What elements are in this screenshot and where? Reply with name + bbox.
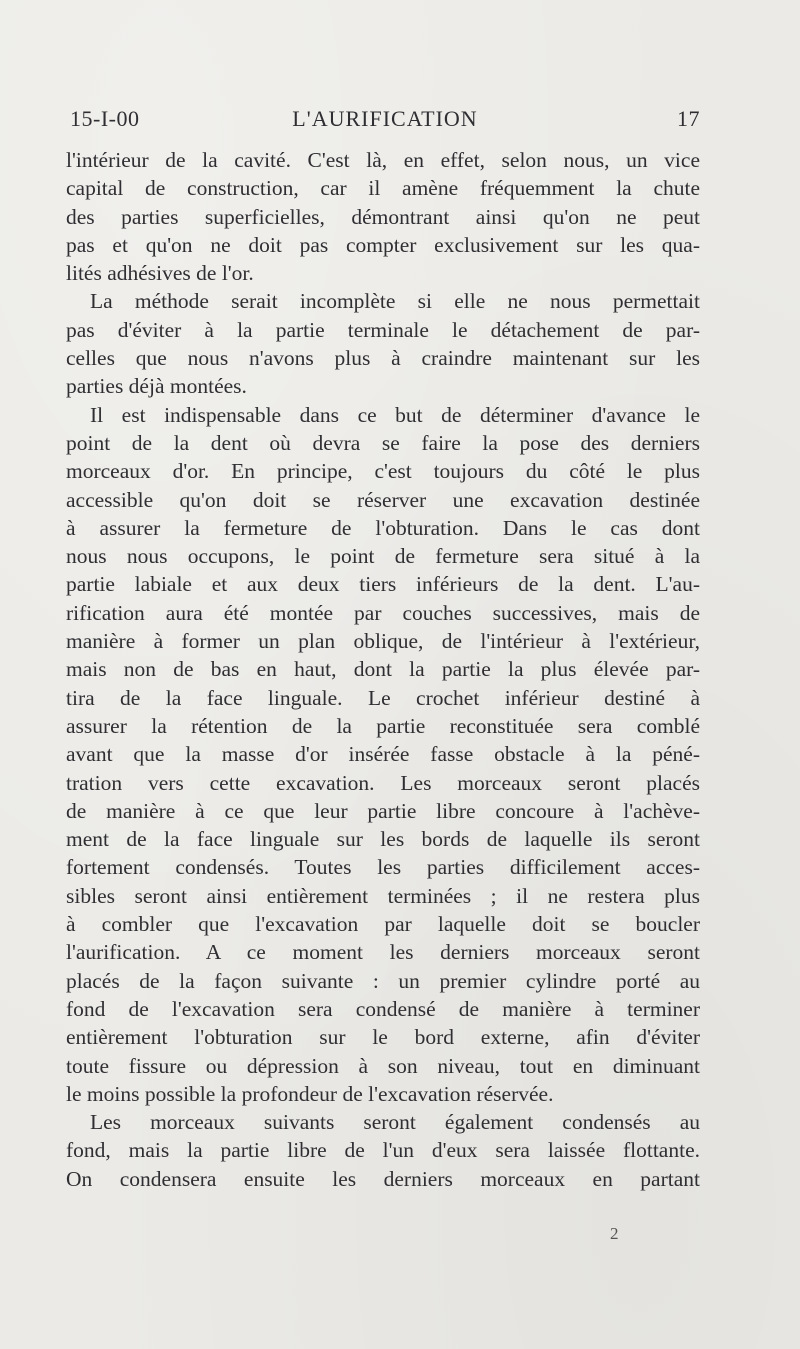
header-date: 15-I-00: [70, 106, 140, 131]
text-line: l'aurification. A ce moment les derniers morceaux seront: [66, 940, 700, 965]
text-line: manière à former un plan oblique, de l'intérieur à l'extérieur,: [66, 629, 700, 654]
text-line: des parties superficielles, démontrant ainsi qu'on ne peut: [66, 204, 700, 229]
text-line: de manière à ce que leur partie libre concoure à l'achève-: [66, 798, 700, 823]
text-line: fortement condensés. Toutes les parties difficilement acces-: [66, 855, 700, 880]
signature-mark: 2: [610, 1224, 619, 1243]
text-line: à combler que l'excavation par laquelle doit se boucler: [66, 912, 700, 937]
body-text: [66, 146, 700, 1193]
text-line: le moins possible la profondeur de l'excavation réservée.: [66, 1081, 554, 1106]
text-line: tira de la face linguale. Le crochet inférieur destiné à: [66, 685, 700, 710]
text-line: tration vers cette excavation. Les morceaux seront placés: [66, 770, 700, 795]
text-line: avant que la masse d'or insérée fasse obstacle à la péné-: [66, 742, 700, 767]
text-line: pas et qu'on ne doit pas compter exclusivement sur les qua-: [66, 232, 700, 257]
running-header: [70, 106, 700, 136]
text-line: lités adhésives de l'or.: [66, 261, 254, 286]
text-line: partie labiale et aux deux tiers inférieurs de la dent. L'au-: [66, 572, 700, 597]
text-line: ment de la face linguale sur les bords de laquelle ils seront: [66, 827, 700, 852]
text-line: On condensera ensuite les derniers morceaux en partant: [66, 1166, 700, 1191]
text-line: fond, mais la partie libre de l'un d'eux sera laissée flottante.: [66, 1138, 700, 1163]
text-line: capital de construction, car il amène fréquemment la chute: [66, 176, 700, 201]
text-line: assurer la rétention de la partie reconstituée sera comblé: [66, 713, 700, 738]
text-line: mais non de bas en haut, dont la partie la plus élevée par-: [66, 657, 700, 682]
text-line: placés de la façon suivante : un premier cylindre porté au: [66, 968, 700, 993]
text-line: sibles seront ainsi entièrement terminées ; il ne restera plus: [66, 883, 700, 908]
text-line: accessible qu'on doit se réserver une excavation destinée: [66, 487, 700, 512]
text-line: à assurer la fermeture de l'obturation. Dans le cas dont: [66, 515, 700, 540]
text-line: l'intérieur de la cavité. C'est là, en effet, selon nous, un vice: [66, 148, 700, 172]
text-line: toute fissure ou dépression à son niveau, tout en diminuant: [66, 1053, 700, 1078]
text-line: nous nous occupons, le point de fermeture sera situé à la: [66, 544, 700, 569]
text-line: fond de l'excavation sera condensé de manière à terminer: [66, 996, 700, 1021]
text-line: celles que nous n'avons plus à craindre maintenant sur les: [66, 346, 700, 371]
text-line: morceaux d'or. En principe, c'est toujours du côté le plus: [66, 459, 700, 484]
text-line: Les morceaux suivants seront également condensés au: [90, 1110, 700, 1135]
page-number: 17: [677, 106, 700, 131]
text-line: entièrement l'obturation sur le bord externe, afin d'éviter: [66, 1025, 700, 1050]
text-line: parties déjà montées.: [66, 374, 247, 399]
text-line: Il est indispensable dans ce but de déterminer d'avance le: [90, 402, 700, 427]
text-line: La méthode serait incomplète si elle ne nous permettait: [90, 289, 700, 314]
text-line: rification aura été montée par couches successives, mais de: [66, 600, 700, 625]
text-line: point de la dent où devra se faire la pose des derniers: [66, 430, 700, 455]
text-line: pas d'éviter à la partie terminale le détachement de par-: [66, 317, 700, 342]
header-title: L'AURIFICATION: [292, 106, 478, 131]
